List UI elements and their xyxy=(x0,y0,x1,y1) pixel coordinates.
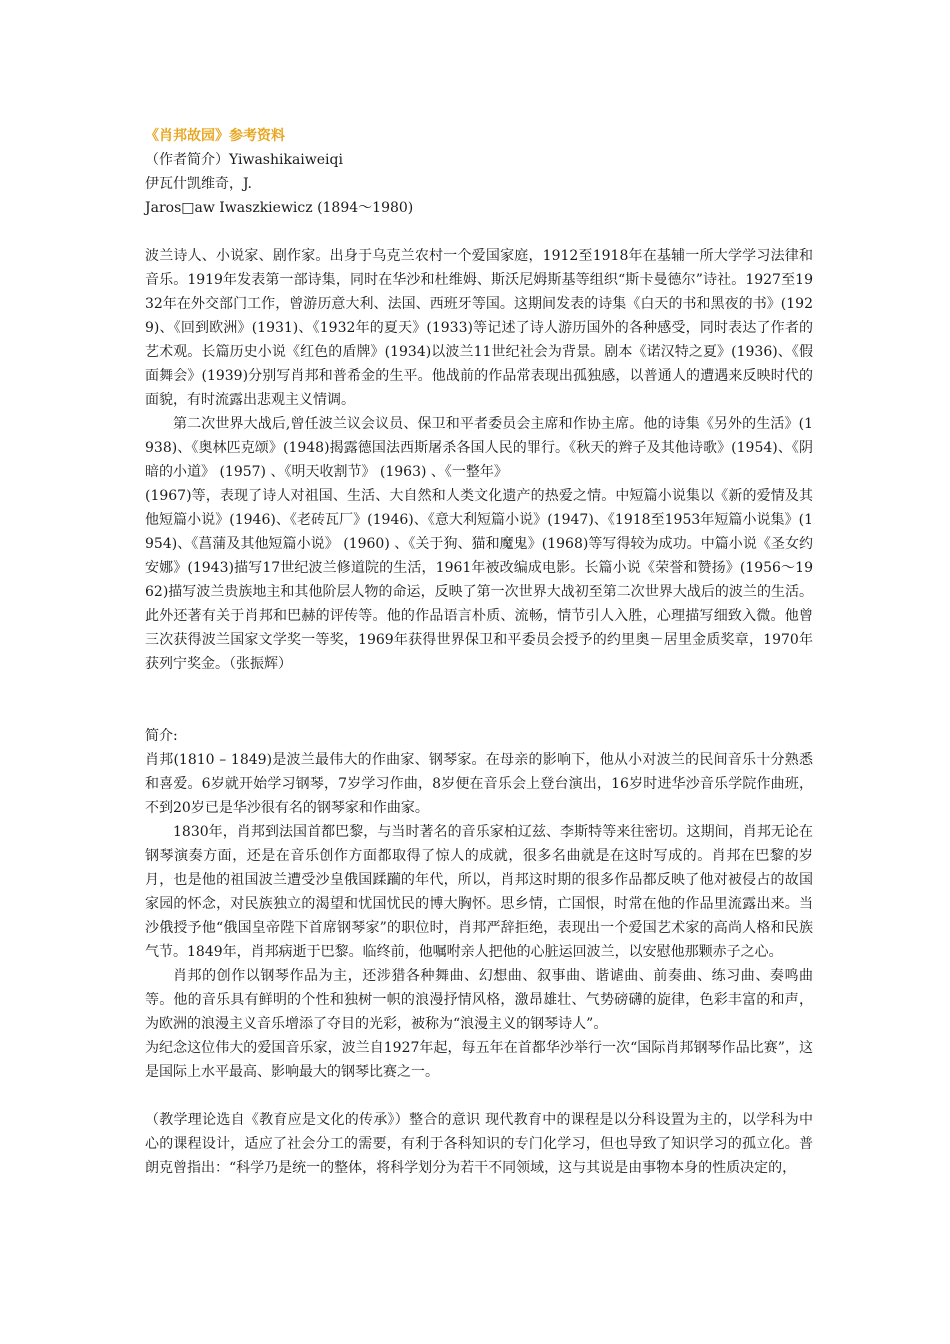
author-bio-paragraph-1: 波兰诗人、小说家、剧作家。出身于乌克兰农村一个爱国家庭，1912至1918年在基辅一所大学学习法律和音乐。1919年发表第一部诗集，同时在华沙和杜维姆、斯沃尼姆斯基等组织“斯卡曼德尔”诗社。1927至1932年在外交部门工作，曾游历意大利、法国、西班牙等国。这期间发表的诗集《白天的书和黑夜的书》(1929)、《回到欧洲》(1931)、《1932年的夏天》(1933)等记述了诗人游历国外的各种感受，同时表达了作者的艺术观。长篇历史小说《红色的盾牌》(1934)以波兰11世纪社会为背景。剧本《诺汉特之夏》(1936)、《假面舞会》(1939)分别写肖邦和普希金的生平。他战前的作品常表现出孤独感，以普通人的遭遇来反映时代的面貌，有时流露出悲观主义情调。 xyxy=(145,248,813,408)
chopin-paragraph-2: 1830年，肖邦到法国首都巴黎，与当时著名的音乐家柏辽兹、李斯特等来往密切。这期间，肖邦无论在钢琴演奏方面，还是在音乐创作方面都取得了惊人的成就，很多名曲就是在这时写成的。肖邦在巴黎的岁月，也是他的祖国波兰遭受沙皇俄国蹂躏的年代，所以，肖邦这时期的很多作品都反映了他对被侵占的故国家园的怀念，对民族独立的渴望和忧国忧民的博大胸怀。思乡情，亡国恨，时常在他的作品里流露出来。当沙俄授予他“俄国皇帝陛下首席钢琴家”的职位时，肖邦严辞拒绝，表现出一个爱国艺术家的高尚人格和民族气节。1849年，肖邦病逝于巴黎。临终前，他嘱咐亲人把他的心脏运回波兰，以安慰他那颗赤子之心。 xyxy=(145,824,813,960)
chopin-paragraph-4: 为纪念这位伟大的爱国音乐家，波兰自1927年起，每五年在首都华沙举行一次“国际肖邦钢琴作品比赛”，这是国际上水平最高、影响最大的钢琴比赛之一。 xyxy=(145,1040,813,1080)
author-bio-paragraph-3: (1967)等，表现了诗人对祖国、生活、大自然和人类文化遗产的热爱之情。中短篇小说集以《新的爱情及其他短篇小说》(1946)、《老砖瓦厂》(1946)、《意大利短篇小说》(1947)、《1918至1953年短篇小说集》(1954)、《菖蒲及其他短篇小说》 (1960) 、《关于狗、猫和魔鬼》(1968)等写得较为成功。中篇小说《圣女约安娜》(1943)描写17世纪波兰修道院的生活，1961年被改编成电影。长篇小说《荣誉和赞扬》(1956～1962)描写波兰贵族地主和其他阶层人物的命运，反映了第一次世界大战初至第二次世界大战后的波兰的生活。此外还著有关于肖邦和巴赫的评传等。他的作品语言朴质、流畅，情节引人入胜，心理描写细致入微。他曾三次获得波兰国家文学奖一等奖，1969年获得世界保卫和平委员会授予的约里奥－居里金质奖章，1970年获列宁奖金。（张振辉） xyxy=(145,488,813,672)
author-bio-paragraph-2: 第二次世界大战后,曾任波兰议会议员、保卫和平者委员会主席和作协主席。他的诗集《另外的生活》(1938)、《奥林匹克颂》(1948)揭露德国法西斯屠杀各国人民的罪行。《秋天的辫子及其他诗歌》(1954)、《阴暗的小道》 (1957) 、《明天收割节》 (1963) 、《一整年》 xyxy=(145,416,813,480)
teaching-theory-paragraph: （教学理论选自《教育应是文化的传承》）整合的意识 现代教育中的课程是以分科设置为主的，以学科为中心的课程设计，适应了社会分工的需要，有利于各科知识的专门化学习，但也导致了知识学习的孤立化。普朗克曾指出：“科学乃是统一的整体，将科学划分为若干不同领域，这与其说是由事物本身的性质决定的， xyxy=(145,1112,813,1176)
document-page xyxy=(145,124,813,1180)
document-title: 《肖邦故园》参考资料 xyxy=(145,128,285,144)
author-name-polish: Jaros□aw Iwaszkiewicz (1894～1980) xyxy=(145,200,414,216)
spacer xyxy=(145,676,813,724)
author-name-chinese: 伊瓦什凯维奇，J. xyxy=(145,176,252,192)
author-intro-label: （作者简介）Yiwashikaiweiqi xyxy=(145,152,343,168)
chopin-intro-heading: 简介: xyxy=(145,728,178,744)
chopin-paragraph-1: 肖邦(1810 – 1849)是波兰最伟大的作曲家、钢琴家。在母亲的影响下，他从小对波兰的民间音乐十分熟悉和喜爱。6岁就开始学习钢琴，7岁学习作曲，8岁便在音乐会上登台演出，16岁时进华沙音乐学院作曲班，不到20岁已是华沙很有名的钢琴家和作曲家。 xyxy=(145,752,813,816)
chopin-paragraph-3: 肖邦的创作以钢琴作品为主，还涉猎各种舞曲、幻想曲、叙事曲、谐谑曲、前奏曲、练习曲、奏鸣曲等。他的音乐具有鲜明的个性和独树一帜的浪漫抒情风格，激昂雄壮、气势磅礴的旋律，色彩丰富的和声，为欧洲的浪漫主义音乐增添了夺目的光彩，被称为“浪漫主义的钢琴诗人”。 xyxy=(145,968,813,1032)
spacer xyxy=(145,220,813,244)
spacer xyxy=(145,1084,813,1108)
